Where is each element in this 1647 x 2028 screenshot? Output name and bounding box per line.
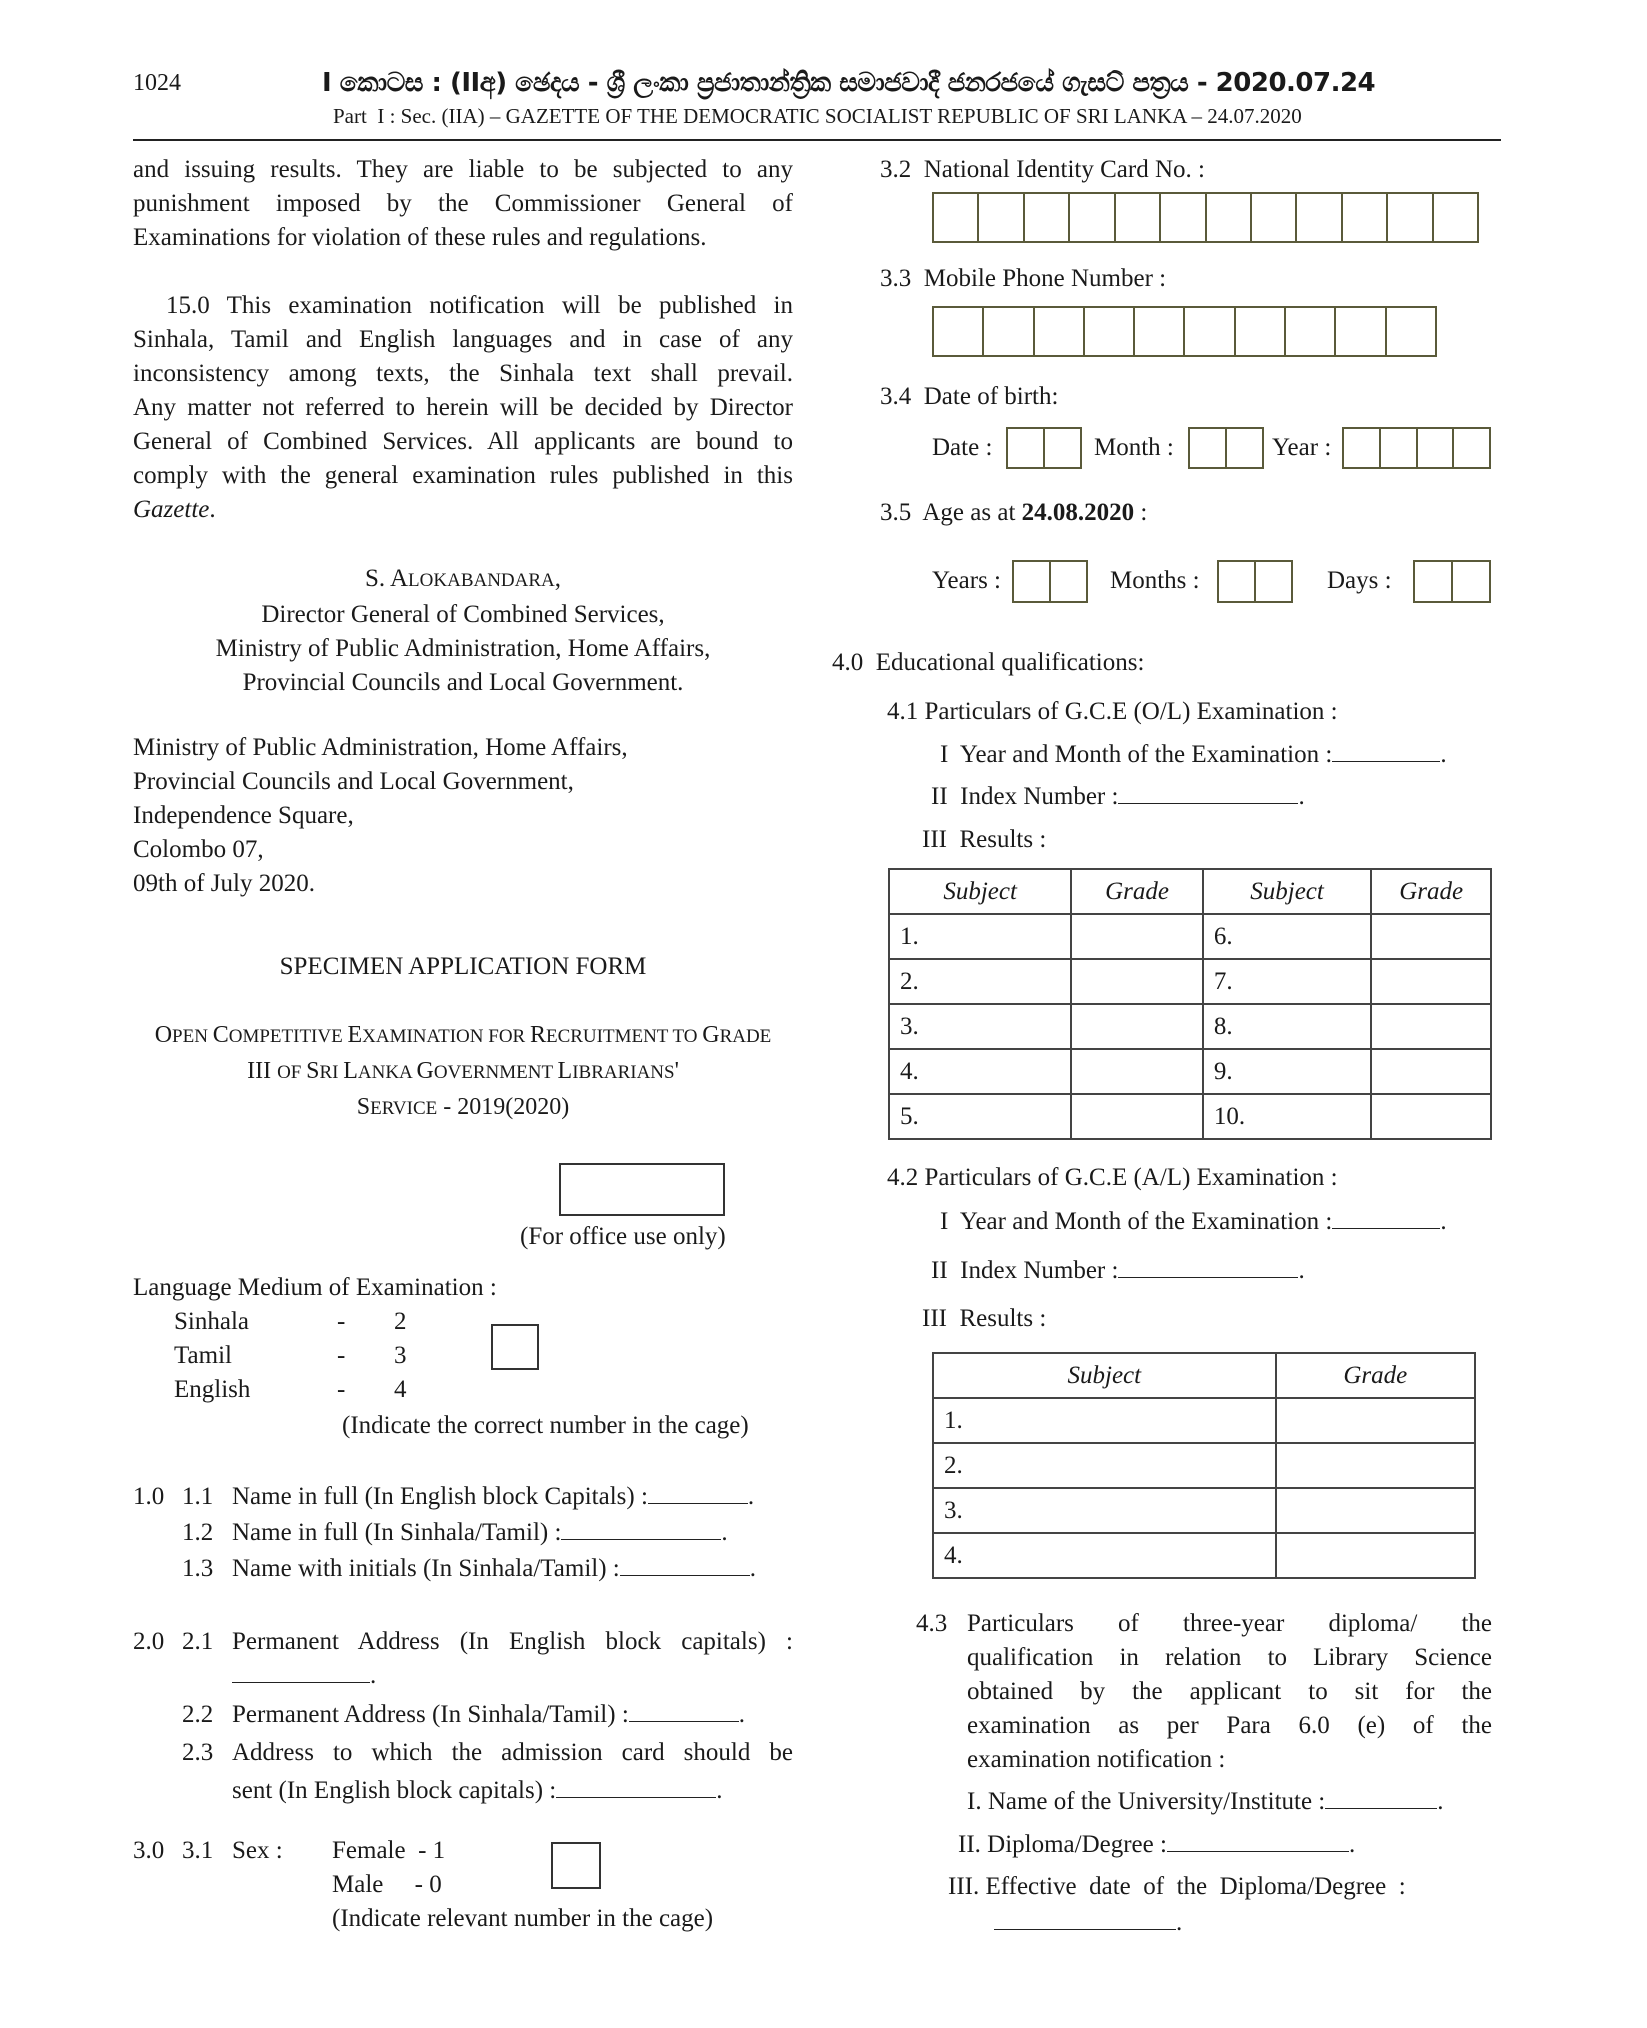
digit-cell[interactable] (1051, 562, 1086, 601)
table-row: 3. 8. (889, 1004, 1491, 1049)
sex-cage[interactable] (551, 1842, 601, 1889)
permanent-address-sinhala-field[interactable]: 2.2 Permanent Address (In Sinhala/Tamil) : . (182, 1701, 746, 1728)
ol-year-month-field[interactable]: I Year and Month of the Examination : . (940, 741, 1447, 768)
digit-cell[interactable] (984, 308, 1034, 355)
digit-cell[interactable] (1286, 308, 1336, 355)
digit-cell[interactable] (1297, 194, 1342, 241)
section-4-3-number: 4.3 (916, 1610, 948, 1637)
english-header-title: Part I : Sec. (IIA) – GAZETTE OF THE DEMOCRATIC SOCIALIST REPUBLIC OF SRI LANKA – 24.07.2020 (333, 104, 1302, 128)
table-row: 4. 9. (889, 1049, 1491, 1094)
dob-year-boxes[interactable] (1342, 427, 1491, 469)
mobile-boxes[interactable] (932, 306, 1437, 357)
digit-cell[interactable] (1336, 308, 1386, 355)
dob-date-label: Date : (932, 434, 993, 461)
age-months-boxes[interactable] (1217, 560, 1293, 603)
table-row: 3. (933, 1488, 1475, 1533)
section-4-3-text: Particulars of three-year diploma/ the qualification in relation to Library Science obtained by the applicant to sit for the examination as per Para 6.0 (e) of the examination notification : (967, 1610, 1492, 1773)
digit-cell[interactable] (1219, 562, 1256, 601)
header-rule (133, 139, 1501, 141)
digit-cell[interactable] (1415, 562, 1453, 601)
dob-year-label: Year : (1272, 434, 1332, 461)
digit-cell[interactable] (1434, 194, 1477, 241)
digit-cell[interactable] (1236, 308, 1286, 355)
digit-cell[interactable] (1418, 429, 1455, 467)
table-row: 2. (933, 1443, 1475, 1488)
dob-label: 3.4 Date of birth: (880, 383, 1059, 410)
paragraph-15: 15.0 This examination notification will be published in Sinhala, Tamil and English languages and in case of any inconsistency among texts, the Sinhala text shall prevail. Any matter not referred to herein will be decided by Director General of Combined Services. All applicants are bound to comply with the general examination rules published in this Gazette. (133, 292, 793, 523)
digit-cell[interactable] (1381, 429, 1418, 467)
signature-block: S. ALOKABANDARA, Director General of Combined Services, Ministry of Public Administration, Home Affairs, Provincial Councils and Local Government. (133, 562, 793, 700)
table-header-row: Subject Grade (933, 1353, 1475, 1398)
nic-boxes[interactable] (932, 192, 1479, 243)
ministry-address: Ministry of Public Administration, Home Affairs, Provincial Councils and Local Government, Independence Square, Colombo 07, 09th of July 2020. (133, 734, 628, 897)
age-label: 3.5 Age as at 24.08.2020 : (880, 499, 1148, 526)
digit-cell[interactable] (1387, 308, 1435, 355)
sex-label: Sex : (232, 1837, 283, 1864)
digit-cell[interactable] (1025, 194, 1070, 241)
permanent-address-english-label: Permanent Address (In English block capitals) : (232, 1628, 793, 1655)
digit-cell[interactable] (979, 194, 1024, 241)
name-full-english-field[interactable]: 1.1 Name in full (In English block Capitals) : . (182, 1483, 755, 1510)
nic-label: 3.2 National Identity Card No. : (880, 156, 1205, 183)
age-days-label: Days : (1327, 567, 1392, 594)
university-name-field[interactable]: I. Name of the University/Institute : . (967, 1788, 1444, 1815)
al-results-label: III Results : (922, 1305, 1047, 1332)
paragraph-14-continued: and issuing results. They are liable to be subjected to any punishment imposed by the Commissioner General of Examinations for violation of these rules and regulations. (133, 156, 793, 251)
name-initials-field[interactable]: 1.3 Name with initials (In Sinhala/Tamil) : . (182, 1555, 757, 1582)
ol-results-label: III Results : (922, 826, 1047, 853)
age-months-label: Months : (1110, 567, 1200, 594)
digit-cell[interactable] (1252, 194, 1297, 241)
office-use-box (559, 1163, 725, 1216)
table-header-row: Subject Grade Subject Grade (889, 869, 1491, 914)
section-2-number: 2.0 (133, 1628, 165, 1655)
age-days-boxes[interactable] (1413, 560, 1491, 603)
table-row: 1. (933, 1398, 1475, 1443)
page-number: 1024 (133, 70, 181, 96)
signatory-name: S. ALOKABANDARA, (364, 565, 562, 592)
mobile-label: 3.3 Mobile Phone Number : (880, 265, 1167, 292)
al-label: 4.2 Particulars of G.C.E (A/L) Examination : (887, 1164, 1338, 1191)
table-row: 2. 7. (889, 959, 1491, 1004)
form-title: SPECIMEN APPLICATION FORM (279, 953, 647, 980)
sex-note: (Indicate relevant number in the cage) (332, 1905, 714, 1932)
diploma-degree-field[interactable]: II. Diploma/Degree : . (958, 1831, 1356, 1858)
digit-cell[interactable] (1343, 194, 1388, 241)
sex-options: Female - 1 Male - 0 (Indicate relevant number in the cage) (332, 1834, 713, 1936)
al-year-month-field[interactable]: I Year and Month of the Examination : . (940, 1208, 1447, 1235)
al-results-table (932, 1352, 1476, 1579)
digit-cell[interactable] (1207, 194, 1252, 241)
table-row: 5. 10. (889, 1094, 1491, 1139)
section-1-items (182, 1480, 756, 1586)
digit-cell[interactable] (1344, 429, 1381, 467)
dob-month-label: Month : (1094, 434, 1174, 461)
dob-month-boxes[interactable] (1188, 427, 1264, 469)
sinhala-header-title: I කොටස : (IIඅ) ඡෙදය - ශ්‍රී ලංකා ප්‍රජාතාන්ත්‍රික සමාජවාදී ජනරජයේ ගැසට් පත්‍රය - 2020.07.24 (322, 68, 1376, 98)
admission-address-field[interactable]: sent (In English block capitals) : . (232, 1777, 723, 1804)
effective-date-field[interactable]: . (994, 1906, 1182, 1940)
ol-index-field[interactable]: II Index Number : . (931, 783, 1305, 810)
digit-cell[interactable] (1161, 194, 1206, 241)
digit-cell[interactable] (1045, 429, 1080, 467)
age-years-label: Years : (932, 567, 1001, 594)
language-medium-label: Language Medium of Examination : (133, 1274, 497, 1301)
age-years-boxes[interactable] (1012, 560, 1088, 603)
digit-cell[interactable] (934, 194, 979, 241)
table-row: 4. (933, 1533, 1475, 1578)
digit-cell[interactable] (1453, 562, 1489, 601)
digit-cell[interactable] (1190, 429, 1227, 467)
digit-cell[interactable] (1008, 429, 1045, 467)
digit-cell[interactable] (1035, 308, 1085, 355)
digit-cell[interactable] (1185, 308, 1235, 355)
exam-title: OPEN COMPETITIVE EXAMINATION FOR RECRUITMENT TO GRADE III OF SRI LANKA GOVERNMENT LIBRARIANS' SERVICE - 2019(2020) (154, 1022, 772, 1120)
ol-label: 4.1 Particulars of G.C.E (O/L) Examination : (887, 698, 1338, 725)
digit-cell[interactable] (1388, 194, 1433, 241)
dob-date-boxes[interactable] (1006, 427, 1082, 469)
name-full-sinhala-field[interactable]: 1.2 Name in full (In Sinhala/Tamil) : . (182, 1519, 728, 1546)
al-index-field[interactable]: II Index Number : . (931, 1257, 1305, 1284)
digit-cell[interactable] (1256, 562, 1291, 601)
ol-results-table (888, 868, 1492, 1140)
table-row: 1. 6. (889, 914, 1491, 959)
office-use-label: (For office use only) (520, 1223, 726, 1250)
digit-cell[interactable] (1085, 308, 1135, 355)
language-cage[interactable] (491, 1324, 539, 1370)
digit-cell[interactable] (934, 308, 984, 355)
education-label: 4.0 Educational qualifications: (832, 649, 1145, 676)
admission-address-label: Address to which the admission card should be (232, 1739, 793, 1766)
digit-cell[interactable] (1070, 194, 1115, 241)
effective-date-label: III. Effective date of the Diploma/Degree : (948, 1873, 1406, 1900)
digit-cell[interactable] (1014, 562, 1051, 601)
permanent-address-english-field[interactable]: . (232, 1659, 376, 1693)
section-1-number: 1.0 (133, 1483, 165, 1510)
language-note: (Indicate the correct number in the cage) (342, 1412, 749, 1439)
digit-cell[interactable] (1454, 429, 1489, 467)
digit-cell[interactable] (1135, 308, 1185, 355)
digit-cell[interactable] (1227, 429, 1262, 467)
digit-cell[interactable] (1116, 194, 1161, 241)
section-3-number: 3.0 (133, 1837, 165, 1864)
